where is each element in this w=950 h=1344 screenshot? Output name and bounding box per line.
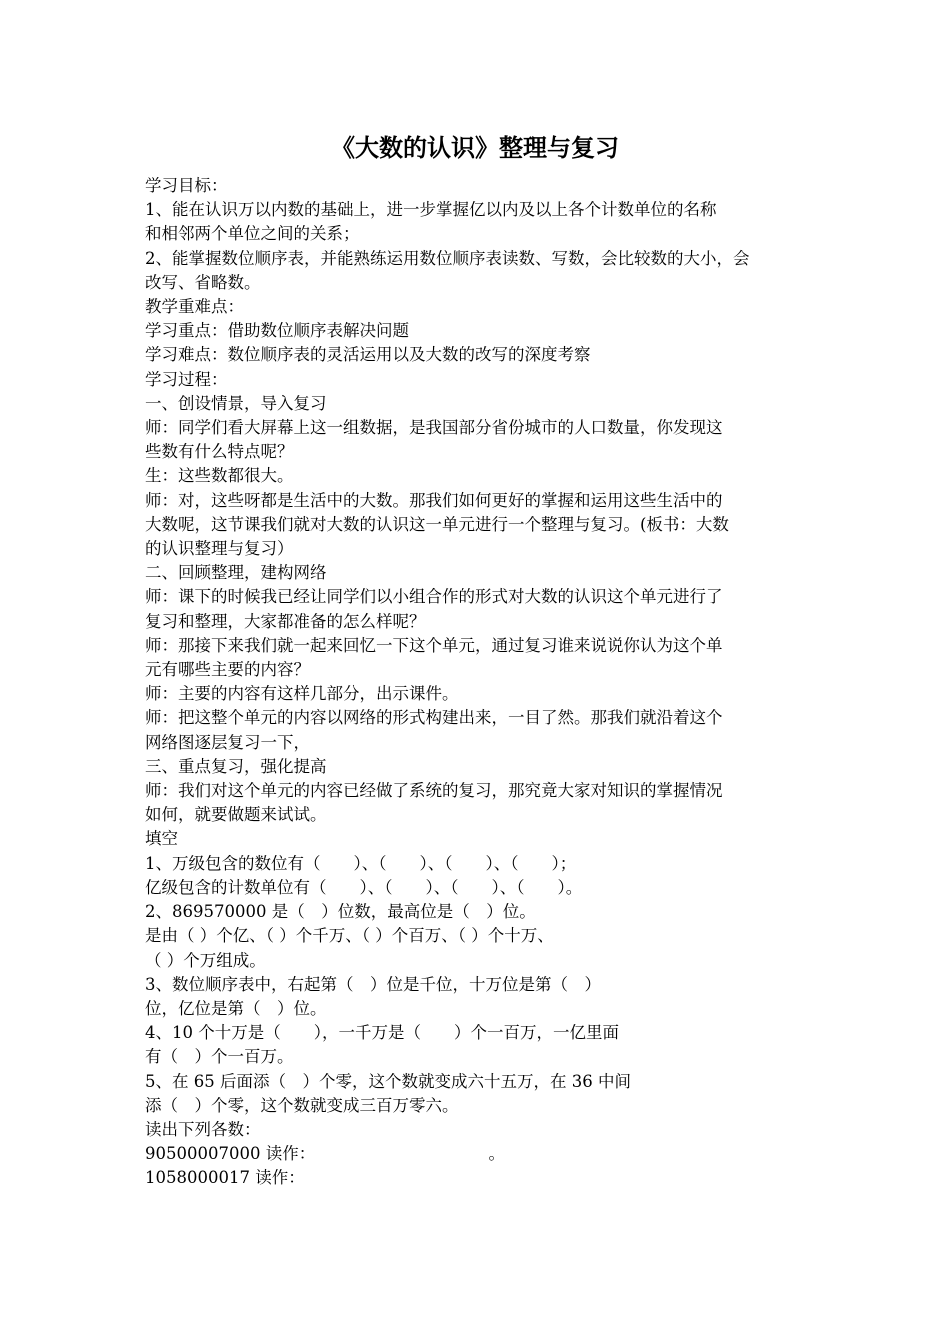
text-line: 1058000017 读作： (145, 1168, 305, 1188)
text-line: 网络图逐层复习一下， (145, 732, 310, 752)
text-line: 是由（ ）个亿、（ ）个千万、（ ）个百万、（ ）个十万、 (145, 926, 554, 946)
text-line: 有（ ）个一百万。 (145, 1047, 294, 1067)
text-line: 添（ ）个零，这个数就变成三百万零六。 (145, 1095, 459, 1115)
text-line: （ ）个万组成。 (145, 950, 266, 970)
text-line: 师：把这整个单元的内容以网络的形式构建出来，一目了然。那我们就沿着这个 (145, 708, 723, 728)
text-line: 一、创设情景，导入复习 (145, 393, 327, 413)
text-line: 学习重点：借助数位顺序表解决问题 (145, 321, 409, 341)
text-line: 学习过程： (145, 369, 228, 389)
text-line: 3、数位顺序表中，右起第（ ）位是千位，十万位是第（ ） (145, 974, 601, 994)
text-line: 1、能在认识万以内数的基础上，进一步掌握亿以内及以上各个计数单位的名称 (145, 200, 717, 220)
text-line: 亿级包含的计数单位有（ ）、（ ）、（ ）、（ ）。 (145, 877, 583, 897)
text-line: 二、回顾整理，建构网络 (145, 563, 327, 583)
text-line: 2、869570000 是（ ）位数，最高位是（ ）位。 (145, 902, 536, 922)
text-line: 师：那接下来我们就一起来回忆一下这个单元，通过复习谁来说说你认为这个单 (145, 635, 723, 655)
text-line: 5、在 65 后面添（ ）个零，这个数就变成六十五万，在 36 中间 (145, 1071, 631, 1091)
document-title: 《大数的认识》整理与复习 (331, 134, 619, 162)
text-line: 师：同学们看大屏幕上这一组数据，是我国部分省份城市的人口数量，你发现这 (145, 418, 723, 438)
text-line: 元有哪些主要的内容？ (145, 660, 310, 680)
text-line: 学习难点：数位顺序表的灵活运用以及大数的改写的深度考察 (145, 345, 591, 365)
text-line: 教学重难点： (145, 297, 244, 317)
text-line: 师：对，这些呀都是生活中的大数。那我们如何更好的掌握和运用这些生活中的 (145, 490, 723, 510)
text-line: 的认识整理与复习） (145, 539, 294, 559)
text-line: 读出下列各数： (145, 1119, 261, 1139)
text-line: 师：课下的时候我已经让同学们以小组合作的形式对大数的认识这个单元进行了 (145, 587, 723, 607)
text-line: 4、10 个十万是（ ），一千万是（ ）个一百万，一亿里面 (145, 1023, 619, 1043)
text-line: 复习和整理，大家都准备的怎么样呢？ (145, 611, 426, 631)
text-line: 三、重点复习，强化提高 (145, 756, 327, 776)
text-line: 2、能掌握数位顺序表，并能熟练运用数位顺序表读数、写数，会比较数的大小，会 (145, 248, 750, 268)
text-line: 师：主要的内容有这样几部分，出示课件。 (145, 684, 459, 704)
text-line: 改写、省略数。 (145, 272, 261, 292)
document-body (145, 174, 810, 1191)
text-line: 生：这些数都很大。 (145, 466, 294, 486)
text-line: 些数有什么特点呢？ (145, 442, 294, 462)
text-line: 填空 (145, 829, 178, 849)
text-line: 位，亿位是第（ ）位。 (145, 998, 327, 1018)
text-line: 师：我们对这个单元的内容已经做了系统的复习，那究竟大家对知识的掌握情况 (145, 781, 723, 801)
text-line: 1、万级包含的数位有（ ）、（ ）、（ ）、（ ）； (145, 853, 577, 873)
text-line: 大数呢，这节课我们就对大数的认识这一单元进行一个整理与复习。(板书：大数 (145, 514, 729, 534)
text-line: 如何，就要做题来试试。 (145, 805, 327, 825)
text-line: 和相邻两个单位之间的关系； (145, 224, 360, 244)
text-line: 学习目标： (145, 176, 228, 195)
text-line: 90500007000 读作： 。 (145, 1144, 505, 1164)
